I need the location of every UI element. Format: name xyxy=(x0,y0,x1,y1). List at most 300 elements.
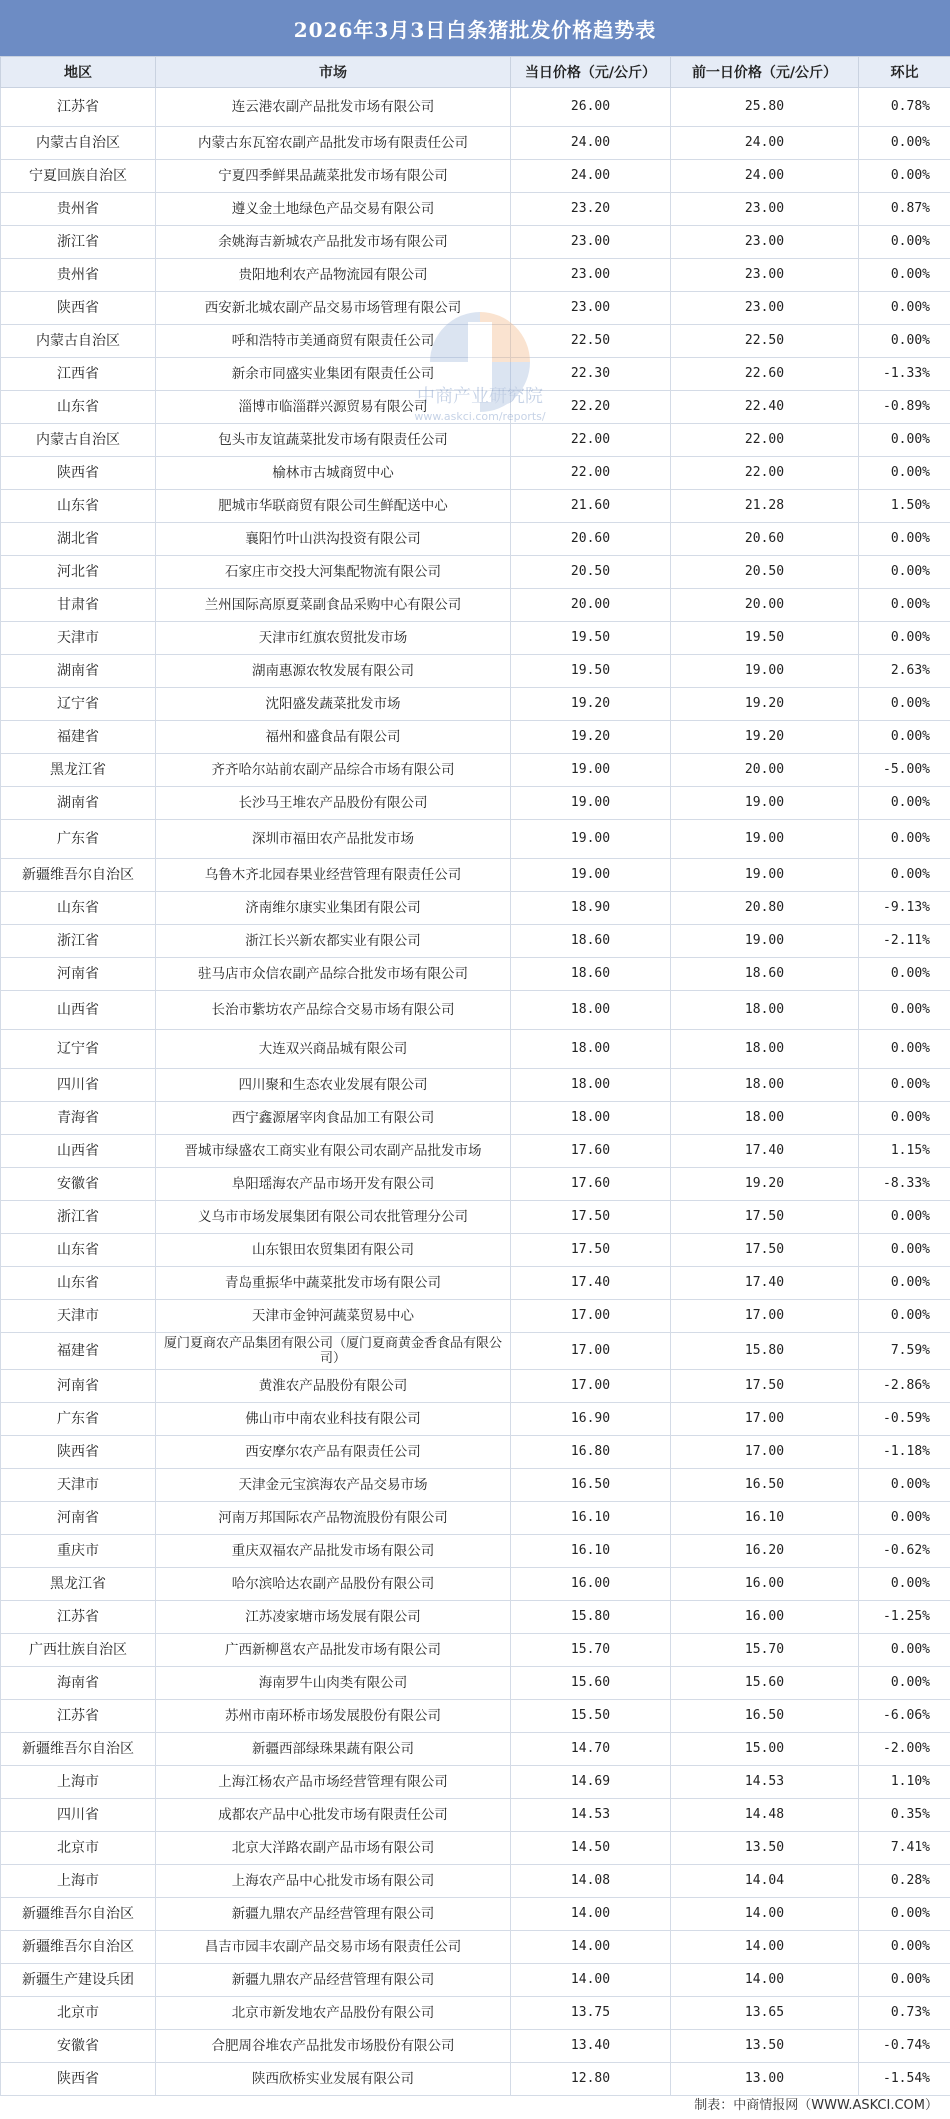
cell-region: 湖北省 xyxy=(1,523,156,556)
cell-market: 天津市红旗农贸批发市场 xyxy=(156,622,511,655)
cell-price-prev: 13.00 xyxy=(671,2063,859,2096)
cell-price-today: 14.50 xyxy=(511,1832,671,1865)
cell-market: 长治市紫坊农产品综合交易市场有限公司 xyxy=(156,991,511,1030)
cell-price-prev: 20.00 xyxy=(671,754,859,787)
cell-price-prev: 19.20 xyxy=(671,1168,859,1201)
cell-market: 榆林市古城商贸中心 xyxy=(156,457,511,490)
table-row xyxy=(1,1333,950,1370)
cell-price-prev: 16.10 xyxy=(671,1502,859,1535)
cell-price-prev: 18.00 xyxy=(671,1069,859,1102)
header-row xyxy=(1,57,950,88)
cell-change: 0.00% xyxy=(859,991,950,1030)
cell-region: 陕西省 xyxy=(1,2063,156,2096)
cell-market: 湖南惠源农牧发展有限公司 xyxy=(156,655,511,688)
cell-price-today: 14.00 xyxy=(511,1931,671,1964)
cell-market: 西宁鑫源屠宰肉食品加工有限公司 xyxy=(156,1102,511,1135)
cell-price-prev: 19.00 xyxy=(671,925,859,958)
cell-price-prev: 22.00 xyxy=(671,457,859,490)
cell-price-prev: 18.00 xyxy=(671,1102,859,1135)
cell-price-today: 16.90 xyxy=(511,1403,671,1436)
table-row xyxy=(1,1667,950,1700)
cell-region: 天津市 xyxy=(1,622,156,655)
cell-price-today: 18.00 xyxy=(511,1069,671,1102)
cell-region: 青海省 xyxy=(1,1102,156,1135)
cell-price-prev: 19.00 xyxy=(671,787,859,820)
cell-region: 浙江省 xyxy=(1,925,156,958)
cell-price-today: 22.20 xyxy=(511,391,671,424)
table-row xyxy=(1,457,950,490)
cell-change: -6.06% xyxy=(859,1700,950,1733)
cell-market: 新疆九鼎农产品经营管理有限公司 xyxy=(156,1898,511,1931)
cell-market: 襄阳竹叶山洪沟投资有限公司 xyxy=(156,523,511,556)
cell-region: 陕西省 xyxy=(1,457,156,490)
cell-price-today: 17.60 xyxy=(511,1135,671,1168)
cell-market: 包头市友谊蔬菜批发市场有限责任公司 xyxy=(156,424,511,457)
cell-change: 0.28% xyxy=(859,1865,950,1898)
cell-price-today: 18.90 xyxy=(511,892,671,925)
cell-region: 安徽省 xyxy=(1,1168,156,1201)
table-row xyxy=(1,556,950,589)
cell-price-prev: 16.00 xyxy=(671,1568,859,1601)
cell-market: 长沙马王堆农产品股份有限公司 xyxy=(156,787,511,820)
cell-market: 成都农产品中心批发市场有限责任公司 xyxy=(156,1799,511,1832)
cell-region: 江苏省 xyxy=(1,1700,156,1733)
cell-market: 深圳市福田农产品批发市场 xyxy=(156,820,511,859)
cell-price-today: 19.20 xyxy=(511,721,671,754)
cell-price-prev: 16.20 xyxy=(671,1535,859,1568)
table-row xyxy=(1,925,950,958)
table-row xyxy=(1,1300,950,1333)
cell-region: 内蒙古自治区 xyxy=(1,424,156,457)
cell-change: 1.50% xyxy=(859,490,950,523)
cell-change: 0.00% xyxy=(859,325,950,358)
cell-price-prev: 23.00 xyxy=(671,259,859,292)
cell-price-today: 22.30 xyxy=(511,358,671,391)
cell-price-prev: 20.00 xyxy=(671,589,859,622)
cell-price-today: 16.10 xyxy=(511,1502,671,1535)
table-row xyxy=(1,160,950,193)
cell-change: -5.00% xyxy=(859,754,950,787)
cell-price-today: 19.50 xyxy=(511,655,671,688)
cell-price-prev: 20.50 xyxy=(671,556,859,589)
cell-price-prev: 16.50 xyxy=(671,1469,859,1502)
cell-market: 四川聚和生态农业发展有限公司 xyxy=(156,1069,511,1102)
cell-price-prev: 17.00 xyxy=(671,1403,859,1436)
cell-price-prev: 14.00 xyxy=(671,1931,859,1964)
cell-region: 山西省 xyxy=(1,991,156,1030)
cell-region: 黑龙江省 xyxy=(1,754,156,787)
cell-change: 1.15% xyxy=(859,1135,950,1168)
cell-market: 广西新柳邕农产品批发市场有限公司 xyxy=(156,1634,511,1667)
cell-change: 0.00% xyxy=(859,1234,950,1267)
cell-change: -8.33% xyxy=(859,1168,950,1201)
table-row xyxy=(1,1733,950,1766)
cell-region: 山东省 xyxy=(1,1234,156,1267)
cell-change: -1.54% xyxy=(859,2063,950,2096)
table-row xyxy=(1,1135,950,1168)
cell-market: 西安摩尔农产品有限责任公司 xyxy=(156,1436,511,1469)
cell-region: 湖南省 xyxy=(1,787,156,820)
cell-market: 山东银田农贸集团有限公司 xyxy=(156,1234,511,1267)
cell-change: -1.33% xyxy=(859,358,950,391)
cell-market: 宁夏四季鲜果品蔬菜批发市场有限公司 xyxy=(156,160,511,193)
header-change: 环比 xyxy=(859,57,950,88)
cell-price-today: 23.00 xyxy=(511,226,671,259)
cell-market: 阜阳瑶海农产品市场开发有限公司 xyxy=(156,1168,511,1201)
cell-change: 0.00% xyxy=(859,787,950,820)
cell-change: -2.00% xyxy=(859,1733,950,1766)
table-row xyxy=(1,655,950,688)
cell-price-today: 22.00 xyxy=(511,457,671,490)
cell-price-today: 22.50 xyxy=(511,325,671,358)
cell-price-prev: 17.50 xyxy=(671,1201,859,1234)
cell-change: 0.00% xyxy=(859,160,950,193)
cell-price-prev: 24.00 xyxy=(671,160,859,193)
table-row xyxy=(1,1634,950,1667)
table-row xyxy=(1,1997,950,2030)
cell-region: 浙江省 xyxy=(1,1201,156,1234)
cell-price-today: 20.00 xyxy=(511,589,671,622)
cell-region: 福建省 xyxy=(1,1333,156,1370)
cell-price-today: 23.00 xyxy=(511,259,671,292)
cell-price-prev: 19.50 xyxy=(671,622,859,655)
cell-price-today: 16.80 xyxy=(511,1436,671,1469)
cell-price-prev: 17.00 xyxy=(671,1300,859,1333)
table-row xyxy=(1,490,950,523)
cell-market: 淄博市临淄群兴源贸易有限公司 xyxy=(156,391,511,424)
cell-price-today: 17.00 xyxy=(511,1333,671,1370)
cell-price-today: 23.00 xyxy=(511,292,671,325)
table-row xyxy=(1,1865,950,1898)
header-price-prev: 前一日价格（元/公斤） xyxy=(671,57,859,88)
table-row xyxy=(1,892,950,925)
cell-region: 江苏省 xyxy=(1,1601,156,1634)
cell-price-prev: 24.00 xyxy=(671,127,859,160)
cell-price-today: 23.20 xyxy=(511,193,671,226)
cell-price-prev: 17.40 xyxy=(671,1267,859,1300)
cell-price-prev: 15.60 xyxy=(671,1667,859,1700)
cell-price-prev: 19.20 xyxy=(671,721,859,754)
cell-price-today: 15.60 xyxy=(511,1667,671,1700)
cell-region: 河北省 xyxy=(1,556,156,589)
table-row xyxy=(1,88,950,127)
cell-price-today: 17.60 xyxy=(511,1168,671,1201)
cell-region: 江苏省 xyxy=(1,88,156,127)
cell-price-today: 13.40 xyxy=(511,2030,671,2063)
cell-price-today: 16.50 xyxy=(511,1469,671,1502)
cell-change: 0.00% xyxy=(859,424,950,457)
cell-market: 余姚海吉新城农产品批发市场有限公司 xyxy=(156,226,511,259)
table-row xyxy=(1,721,950,754)
cell-region: 宁夏回族自治区 xyxy=(1,160,156,193)
cell-change: 0.00% xyxy=(859,556,950,589)
table-row xyxy=(1,226,950,259)
watermark-text-url: www.askci.com/reports/ xyxy=(414,410,546,423)
cell-region: 辽宁省 xyxy=(1,1030,156,1069)
cell-price-prev: 17.50 xyxy=(671,1370,859,1403)
cell-price-prev: 22.00 xyxy=(671,424,859,457)
cell-region: 陕西省 xyxy=(1,292,156,325)
cell-region: 安徽省 xyxy=(1,2030,156,2063)
cell-price-today: 14.00 xyxy=(511,1898,671,1931)
cell-price-today: 26.00 xyxy=(511,88,671,127)
cell-change: 0.00% xyxy=(859,859,950,892)
cell-region: 广西壮族自治区 xyxy=(1,1634,156,1667)
cell-region: 河南省 xyxy=(1,958,156,991)
table-row xyxy=(1,1601,950,1634)
cell-price-today: 16.10 xyxy=(511,1535,671,1568)
cell-change: 0.00% xyxy=(859,523,950,556)
cell-change: 0.00% xyxy=(859,1201,950,1234)
cell-price-prev: 17.00 xyxy=(671,1436,859,1469)
cell-change: 1.10% xyxy=(859,1766,950,1799)
cell-change: -1.25% xyxy=(859,1601,950,1634)
cell-price-prev: 18.00 xyxy=(671,991,859,1030)
table-row xyxy=(1,358,950,391)
cell-market: 石家庄市交投大河集配物流有限公司 xyxy=(156,556,511,589)
cell-price-prev: 22.40 xyxy=(671,391,859,424)
cell-price-today: 17.50 xyxy=(511,1234,671,1267)
cell-market: 合肥周谷堆农产品批发市场股份有限公司 xyxy=(156,2030,511,2063)
cell-change: -9.13% xyxy=(859,892,950,925)
cell-price-today: 24.00 xyxy=(511,127,671,160)
cell-price-prev: 14.53 xyxy=(671,1766,859,1799)
cell-change: 0.00% xyxy=(859,820,950,859)
cell-market: 兰州国际高原夏菜副食品采购中心有限公司 xyxy=(156,589,511,622)
table-row xyxy=(1,1502,950,1535)
table-row xyxy=(1,391,950,424)
cell-price-today: 14.70 xyxy=(511,1733,671,1766)
cell-region: 广东省 xyxy=(1,820,156,859)
price-table xyxy=(0,56,950,2096)
cell-market: 福州和盛食品有限公司 xyxy=(156,721,511,754)
cell-region: 新疆维吾尔自治区 xyxy=(1,1733,156,1766)
table-body xyxy=(1,88,950,2096)
table-row xyxy=(1,523,950,556)
table-row xyxy=(1,2063,950,2096)
cell-price-prev: 14.00 xyxy=(671,1964,859,1997)
cell-price-today: 20.60 xyxy=(511,523,671,556)
cell-market: 内蒙古东瓦窑农副产品批发市场有限责任公司 xyxy=(156,127,511,160)
cell-price-today: 17.00 xyxy=(511,1370,671,1403)
table-row xyxy=(1,1568,950,1601)
cell-price-today: 16.00 xyxy=(511,1568,671,1601)
cell-change: 7.41% xyxy=(859,1832,950,1865)
cell-price-prev: 14.00 xyxy=(671,1898,859,1931)
cell-price-today: 18.00 xyxy=(511,1030,671,1069)
cell-region: 上海市 xyxy=(1,1865,156,1898)
cell-change: -2.86% xyxy=(859,1370,950,1403)
cell-change: 0.00% xyxy=(859,1502,950,1535)
table-row xyxy=(1,859,950,892)
table-row xyxy=(1,1766,950,1799)
cell-market: 天津金元宝滨海农产品交易市场 xyxy=(156,1469,511,1502)
cell-market: 天津市金钟河蔬菜贸易中心 xyxy=(156,1300,511,1333)
table-row xyxy=(1,1201,950,1234)
cell-price-today: 24.00 xyxy=(511,160,671,193)
cell-market: 齐齐哈尔站前农副产品综合市场有限公司 xyxy=(156,754,511,787)
cell-change: -1.18% xyxy=(859,1436,950,1469)
cell-change: 2.63% xyxy=(859,655,950,688)
cell-market: 苏州市南环桥市场发展股份有限公司 xyxy=(156,1700,511,1733)
cell-price-prev: 23.00 xyxy=(671,193,859,226)
table-row xyxy=(1,1403,950,1436)
cell-price-prev: 22.50 xyxy=(671,325,859,358)
cell-price-today: 18.60 xyxy=(511,925,671,958)
cell-price-today: 19.00 xyxy=(511,820,671,859)
header-price-today: 当日价格（元/公斤） xyxy=(511,57,671,88)
watermark-text-cn: 中商产业研究院 xyxy=(417,386,543,407)
cell-price-today: 17.40 xyxy=(511,1267,671,1300)
cell-price-prev: 18.60 xyxy=(671,958,859,991)
cell-region: 贵州省 xyxy=(1,259,156,292)
cell-price-prev: 19.00 xyxy=(671,820,859,859)
cell-market: 沈阳盛发蔬菜批发市场 xyxy=(156,688,511,721)
cell-region: 辽宁省 xyxy=(1,688,156,721)
cell-change: 0.00% xyxy=(859,622,950,655)
table-row xyxy=(1,1469,950,1502)
cell-change: 0.00% xyxy=(859,1667,950,1700)
cell-price-today: 19.50 xyxy=(511,622,671,655)
cell-change: 0.00% xyxy=(859,589,950,622)
table-row xyxy=(1,1267,950,1300)
cell-price-today: 18.00 xyxy=(511,991,671,1030)
table-row xyxy=(1,754,950,787)
cell-region: 四川省 xyxy=(1,1069,156,1102)
cell-price-today: 21.60 xyxy=(511,490,671,523)
cell-market: 肥城市华联商贸有限公司生鲜配送中心 xyxy=(156,490,511,523)
cell-change: -2.11% xyxy=(859,925,950,958)
cell-market: 青岛重振华中蔬菜批发市场有限公司 xyxy=(156,1267,511,1300)
cell-region: 陕西省 xyxy=(1,1436,156,1469)
cell-market: 西安新北城农副产品交易市场管理有限公司 xyxy=(156,292,511,325)
table-row xyxy=(1,1832,950,1865)
cell-price-prev: 14.04 xyxy=(671,1865,859,1898)
cell-price-prev: 20.80 xyxy=(671,892,859,925)
cell-change: -0.59% xyxy=(859,1403,950,1436)
cell-market: 晋城市绿盛农工商实业有限公司农副产品批发市场 xyxy=(156,1135,511,1168)
table-row xyxy=(1,820,950,859)
cell-price-prev: 15.00 xyxy=(671,1733,859,1766)
cell-price-prev: 20.60 xyxy=(671,523,859,556)
table-row xyxy=(1,1931,950,1964)
cell-region: 山东省 xyxy=(1,1267,156,1300)
cell-change: 0.00% xyxy=(859,292,950,325)
cell-region: 北京市 xyxy=(1,1832,156,1865)
cell-change: 0.00% xyxy=(859,1898,950,1931)
cell-region: 山东省 xyxy=(1,391,156,424)
cell-price-prev: 16.00 xyxy=(671,1601,859,1634)
table-row xyxy=(1,1535,950,1568)
cell-change: 0.00% xyxy=(859,226,950,259)
cell-change: 0.00% xyxy=(859,1568,950,1601)
cell-change: 0.00% xyxy=(859,958,950,991)
cell-price-today: 17.00 xyxy=(511,1300,671,1333)
cell-market: 黄淮农产品股份有限公司 xyxy=(156,1370,511,1403)
cell-change: 0.00% xyxy=(859,259,950,292)
table-row xyxy=(1,787,950,820)
table-row xyxy=(1,193,950,226)
table-row xyxy=(1,127,950,160)
cell-region: 甘肃省 xyxy=(1,589,156,622)
cell-region: 山西省 xyxy=(1,1135,156,1168)
cell-market: 济南维尔康实业集团有限公司 xyxy=(156,892,511,925)
cell-market: 大连双兴商品城有限公司 xyxy=(156,1030,511,1069)
cell-change: 0.73% xyxy=(859,1997,950,2030)
cell-price-today: 14.08 xyxy=(511,1865,671,1898)
cell-price-prev: 19.00 xyxy=(671,859,859,892)
cell-region: 北京市 xyxy=(1,1997,156,2030)
cell-change: 0.78% xyxy=(859,88,950,127)
cell-price-today: 15.80 xyxy=(511,1601,671,1634)
table-row xyxy=(1,1799,950,1832)
cell-price-today: 15.70 xyxy=(511,1634,671,1667)
cell-region: 新疆生产建设兵团 xyxy=(1,1964,156,1997)
cell-market: 哈尔滨哈达农副产品股份有限公司 xyxy=(156,1568,511,1601)
cell-price-prev: 23.00 xyxy=(671,292,859,325)
cell-market: 昌吉市园丰农副产品交易市场有限责任公司 xyxy=(156,1931,511,1964)
cell-region: 广东省 xyxy=(1,1403,156,1436)
table-row xyxy=(1,292,950,325)
cell-market: 北京市新发地农产品股份有限公司 xyxy=(156,1997,511,2030)
cell-market: 海南罗牛山肉类有限公司 xyxy=(156,1667,511,1700)
cell-change: 0.00% xyxy=(859,457,950,490)
cell-market: 驻马店市众信农副产品综合批发市场有限公司 xyxy=(156,958,511,991)
table-row xyxy=(1,1370,950,1403)
table-row xyxy=(1,1234,950,1267)
cell-price-prev: 22.60 xyxy=(671,358,859,391)
cell-price-prev: 19.20 xyxy=(671,688,859,721)
cell-market: 义乌市市场发展集团有限公司农批管理分公司 xyxy=(156,1201,511,1234)
table-row xyxy=(1,424,950,457)
cell-price-prev: 17.50 xyxy=(671,1234,859,1267)
cell-market: 陕西欣桥实业发展有限公司 xyxy=(156,2063,511,2096)
table-footer: 制表：中商情报网（WWW.ASKCI.COM） xyxy=(694,2098,938,2113)
cell-change: 0.00% xyxy=(859,688,950,721)
table-row xyxy=(1,589,950,622)
cell-region: 山东省 xyxy=(1,892,156,925)
cell-region: 湖南省 xyxy=(1,655,156,688)
cell-change: 0.00% xyxy=(859,1964,950,1997)
cell-price-today: 20.50 xyxy=(511,556,671,589)
cell-price-today: 19.00 xyxy=(511,787,671,820)
cell-region: 海南省 xyxy=(1,1667,156,1700)
cell-change: 0.00% xyxy=(859,1469,950,1502)
cell-price-today: 22.00 xyxy=(511,424,671,457)
cell-region: 山东省 xyxy=(1,490,156,523)
cell-price-prev: 25.80 xyxy=(671,88,859,127)
cell-price-prev: 15.70 xyxy=(671,1634,859,1667)
cell-market: 上海江杨农产品市场经营管理有限公司 xyxy=(156,1766,511,1799)
cell-region: 新疆维吾尔自治区 xyxy=(1,1931,156,1964)
cell-change: 0.00% xyxy=(859,127,950,160)
cell-price-prev: 19.00 xyxy=(671,655,859,688)
cell-change: 0.00% xyxy=(859,1102,950,1135)
cell-region: 河南省 xyxy=(1,1370,156,1403)
cell-price-today: 18.00 xyxy=(511,1102,671,1135)
cell-change: 0.00% xyxy=(859,721,950,754)
cell-market: 贵阳地利农产品物流园有限公司 xyxy=(156,259,511,292)
table-row xyxy=(1,622,950,655)
table-title: 2026年3月3日白条猪批发价格趋势表 xyxy=(0,0,950,56)
cell-region: 天津市 xyxy=(1,1469,156,1502)
table-row xyxy=(1,1030,950,1069)
table-row xyxy=(1,1436,950,1469)
table-row xyxy=(1,1102,950,1135)
cell-market: 浙江长兴新农都实业有限公司 xyxy=(156,925,511,958)
table-row xyxy=(1,991,950,1030)
cell-change: 0.00% xyxy=(859,1267,950,1300)
